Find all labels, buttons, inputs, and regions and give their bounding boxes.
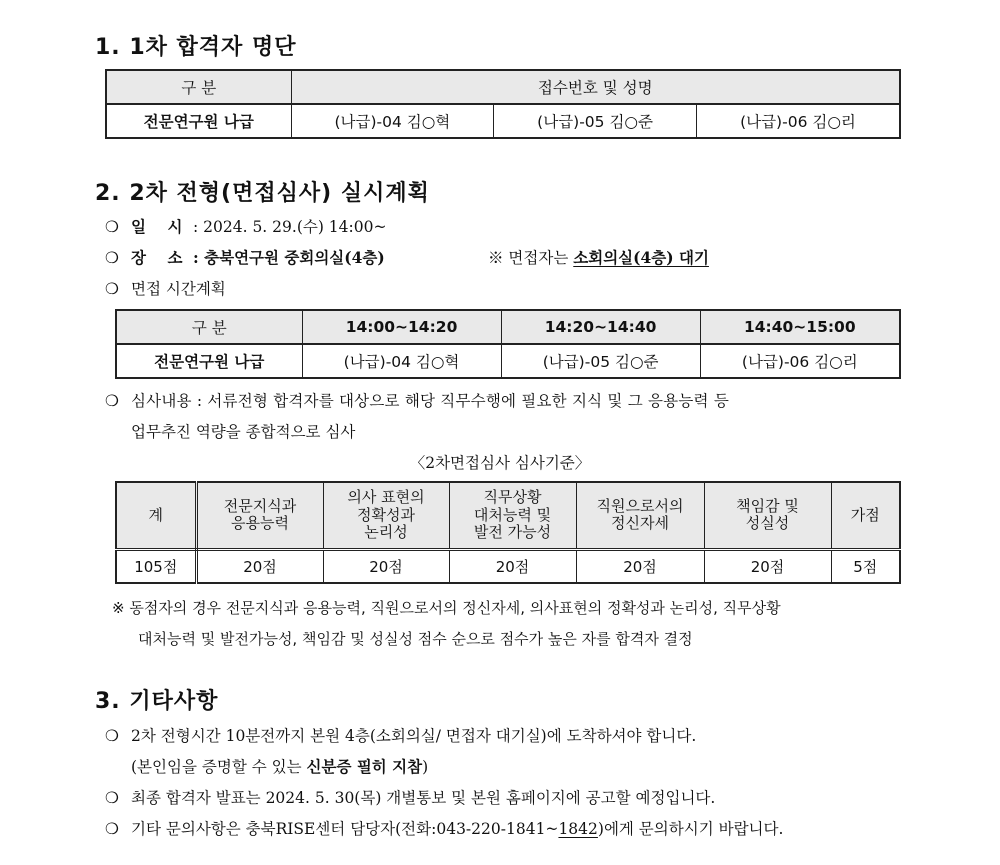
applicant-code: -04 김○혁 <box>385 353 460 371</box>
etc-item-3-suffix: )에게 문의하시기 바랍니다. <box>597 820 784 838</box>
applicant-code: -06 김○리 <box>783 353 858 371</box>
table-row <box>116 344 900 378</box>
place-line <box>105 246 709 268</box>
criteria-header-text: 성실성 <box>745 514 790 533</box>
schedule-table-header <box>116 310 900 344</box>
schedule-label: 면접 시간계획 <box>131 280 226 298</box>
etc-item-1-sub-emph: 신분증 필히 지참 <box>306 757 423 776</box>
table-row <box>106 104 900 138</box>
applicant-cell <box>494 104 697 138</box>
etc-item-1 <box>105 724 696 746</box>
criteria-header-total <box>116 482 196 549</box>
etc-item-1-text: 2차 전형시간 10분전까지 본원 4층(소회의실/ 면접자 대기실)에 도착하셔야 합니다. <box>131 727 697 745</box>
etc-item-2 <box>105 786 715 808</box>
criteria-value: 20점 <box>704 549 831 583</box>
applicant-prefix: (나급) <box>740 113 783 131</box>
header-category: 구 분 <box>106 70 291 104</box>
bullet-icon: ❍ <box>105 280 119 298</box>
schedule-table <box>115 309 901 379</box>
etc-item-1-sub <box>131 755 428 777</box>
applicant-prefix: (나급) <box>542 353 585 371</box>
etc-item-3 <box>105 817 783 839</box>
criteria-header-text: 응용능력 <box>231 514 289 533</box>
row-label: 전문연구원 나급 <box>106 104 291 138</box>
etc-item-3-prefix: 기타 문의사항은 충북RISE센터 담당자(전화:043-220-1841~ <box>131 820 559 838</box>
bullet-icon: ❍ <box>105 392 120 410</box>
passers-table-header <box>106 70 900 104</box>
criteria-header-text: 논리성 <box>364 522 408 541</box>
criteria-header-text: 정확성과 <box>357 505 415 524</box>
place-label: 장 소 <box>131 248 183 267</box>
applicant-cell <box>700 344 900 378</box>
applicant-code: -04 김○혁 <box>376 113 451 131</box>
header-applicants: 접수번호 및 성명 <box>291 70 900 104</box>
criteria-header-knowledge <box>196 482 323 549</box>
section2-title: 2. 2차 전형(면접심사) 실시계획 <box>95 181 430 206</box>
date-label: 일 시 <box>131 217 183 236</box>
schedule-line <box>105 277 226 299</box>
bullet-icon: ❍ <box>105 820 119 838</box>
applicant-cell <box>302 344 501 378</box>
etc-item-3-phone: 1842 <box>558 820 598 838</box>
criteria-caption: 〈2차면접심사 심사기준〉 <box>409 454 591 472</box>
section3-title: 3. 기타사항 <box>95 689 219 714</box>
applicant-cell <box>501 344 700 378</box>
time-slot: 14:40~15:00 <box>700 310 900 344</box>
section1-title: 1. 1차 합격자 명단 <box>95 35 297 60</box>
criteria-value: 5점 <box>831 549 900 583</box>
criteria-header-bonus <box>831 482 900 549</box>
criteria-header-text: 전문지식과 <box>223 497 297 515</box>
table-row <box>116 549 900 583</box>
criteria-header-responsibility <box>704 482 831 549</box>
criteria-header-text: 직원으로서의 <box>596 497 684 515</box>
tie-note-1: ※ 동점자의 경우 전문지식과 응용능력, 직원으로서의 정신자세, 의사표현의 정확성과 논리성, 직무상황 <box>112 599 781 617</box>
etc-item-2-text: 최종 합격자 발표는 2024. 5. 30(목) 개별통보 및 본원 홈페이지에 공고할 예정입니다. <box>131 789 716 807</box>
criteria-header-expression <box>323 482 449 549</box>
applicant-prefix: (나급) <box>343 353 386 371</box>
place-note-prefix: ※ 면접자는 <box>488 249 569 267</box>
criteria-table <box>115 481 901 584</box>
bullet-icon: ❍ <box>105 727 119 745</box>
criteria-value: 20점 <box>576 549 704 583</box>
bullet-icon: ❍ <box>105 218 119 236</box>
etc-item-1-sub-suffix: ) <box>422 758 429 776</box>
criteria-header-text: 책임감 및 <box>736 497 799 515</box>
criteria-value: 20점 <box>323 549 449 583</box>
applicant-code: -06 김○리 <box>782 113 856 131</box>
criteria-header-text: 의사 표현의 <box>347 488 425 507</box>
criteria-header-text: 대처능력 및 <box>473 505 552 524</box>
header-category: 구 분 <box>116 310 302 344</box>
tie-note-2: 대처능력 및 발전가능성, 책임감 및 성실성 점수 순으로 점수가 높은 자를 합격자 결정 <box>138 630 693 648</box>
applicant-cell <box>291 104 494 138</box>
time-slot: 14:00~14:20 <box>302 310 501 344</box>
bullet-icon: ❍ <box>105 249 119 267</box>
criteria-header-text: 직무상황 <box>483 488 542 507</box>
criteria-header-situation <box>449 482 576 549</box>
criteria-table-header <box>116 482 900 549</box>
applicant-prefix: (나급) <box>537 113 580 131</box>
criteria-value: 20점 <box>449 549 576 583</box>
applicant-prefix: (나급) <box>334 113 377 131</box>
content-text-1: 심사내용 : 서류전형 합격자를 대상으로 해당 직무수행에 필요한 지식 및 그 응용능력 등 <box>131 392 730 410</box>
content-line <box>105 389 729 411</box>
content-line-2: 업무추진 역량을 종합적으로 심사 <box>131 423 356 441</box>
row-label: 전문연구원 나급 <box>116 344 302 378</box>
etc-item-1-sub-prefix: (본인임을 증명할 수 있는 <box>131 758 302 776</box>
applicant-code: -05 김○준 <box>579 113 653 131</box>
criteria-header-text: 가점 <box>850 505 880 524</box>
applicant-code: -05 김○준 <box>584 353 659 371</box>
criteria-header-text: 계 <box>148 505 163 524</box>
criteria-value: 105점 <box>116 549 196 583</box>
criteria-header-text: 정신자세 <box>611 514 669 533</box>
criteria-header-text: 발전 가능성 <box>473 522 552 541</box>
passers-table <box>105 69 901 139</box>
criteria-header-attitude <box>576 482 704 549</box>
date-line <box>105 215 386 237</box>
criteria-value: 20점 <box>196 549 323 583</box>
place-value: : 충북연구원 중회의실(4층) <box>193 248 385 267</box>
bullet-icon: ❍ <box>105 789 119 807</box>
applicant-prefix: (나급) <box>741 353 784 371</box>
place-note-emph: 소회의실(4층) 대기 <box>573 248 709 267</box>
date-value: : 2024. 5. 29.(수) 14:00~ <box>193 218 387 236</box>
applicant-cell <box>696 104 900 138</box>
time-slot: 14:20~14:40 <box>501 310 700 344</box>
